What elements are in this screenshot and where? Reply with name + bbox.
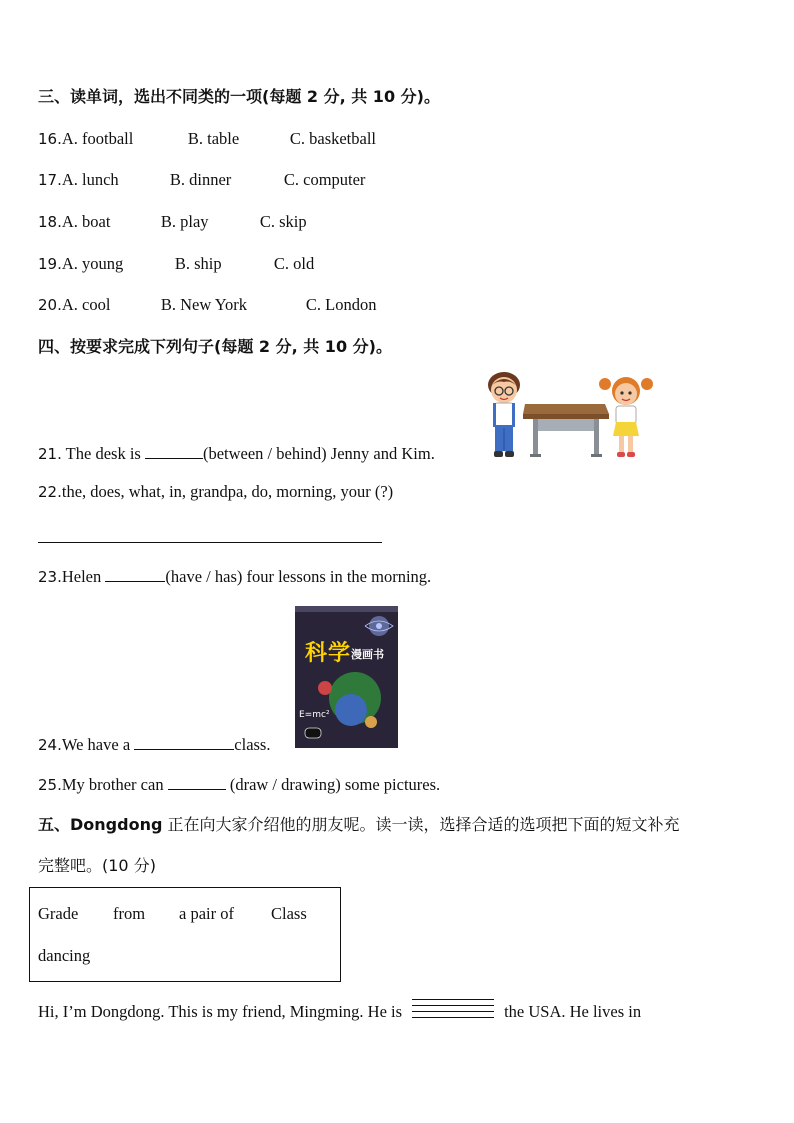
- question-16: [38, 128, 376, 150]
- question-number: 16.: [38, 130, 62, 148]
- book-title-sub: 漫画书: [351, 648, 384, 661]
- question-22: [38, 481, 393, 503]
- question-25: [38, 773, 440, 796]
- book-formula: E=mc²: [299, 710, 330, 720]
- question-23: [38, 565, 431, 588]
- passage-line-1: [38, 999, 641, 1023]
- word-option: dancing: [38, 946, 91, 965]
- option-b: B. dinner: [169, 170, 232, 189]
- science-comic-book-image: [295, 606, 398, 748]
- passage-text: Hi, I’m Dongdong. This is my friend, Mingming. He is: [38, 1002, 403, 1021]
- question-18: [38, 211, 307, 233]
- word-bank: [29, 887, 341, 982]
- answer-blank[interactable]: [134, 733, 234, 750]
- option-c: C. London: [305, 295, 377, 314]
- word-option: Grade: [38, 904, 79, 923]
- option-a: A. football: [61, 129, 134, 148]
- option-b: B. table: [187, 129, 240, 148]
- option-a: A. young: [61, 254, 124, 273]
- answer-blank[interactable]: [168, 773, 226, 790]
- desk-figure: [523, 404, 609, 457]
- question-21: [38, 442, 435, 465]
- scrambled-words: the, does, what, in, grandpa, do, morning, your (?): [61, 482, 394, 501]
- question-number: 20.: [38, 296, 62, 314]
- option-a: A. cool: [61, 295, 111, 314]
- sentence-start: We have a: [61, 735, 135, 754]
- sentence-start: Helen: [61, 567, 106, 586]
- sentence-end: (draw / drawing) some pictures.: [225, 775, 441, 794]
- word-option: a pair of: [179, 904, 234, 923]
- question-number: 18.: [38, 213, 62, 231]
- word-option: from: [113, 904, 146, 923]
- question-number: 24.: [38, 736, 62, 754]
- question-number: 22.: [38, 483, 62, 501]
- section4-heading: 四、按要求完成下列句子(每题 2 分, 共 10 分)。: [38, 337, 392, 356]
- word-option: Class: [271, 904, 307, 923]
- option-c: C. skip: [259, 212, 307, 231]
- passage-text-continued: the USA. He lives in: [504, 1002, 642, 1021]
- sentence-end: class.: [234, 735, 271, 754]
- section3-heading: 三、读单词，选出不同类的一项(每题 2 分, 共 10 分)。: [38, 87, 440, 106]
- answer-blank[interactable]: [145, 442, 203, 459]
- option-c: C. basketball: [289, 129, 377, 148]
- sentence-end: (have / has) four lessons in the morning.: [165, 567, 432, 586]
- question-number: 17.: [38, 171, 62, 189]
- option-a: A. boat: [61, 212, 111, 231]
- answer-line[interactable]: [38, 542, 382, 543]
- sentence-start: The desk is: [61, 444, 145, 463]
- answer-blank[interactable]: [412, 999, 494, 1019]
- question-number: 23.: [38, 568, 62, 586]
- section5-heading-line2: 完整吧。(10 分): [38, 856, 156, 875]
- book-title-main: 科学: [305, 641, 352, 666]
- section5-heading: [38, 814, 680, 836]
- question-20: [38, 294, 376, 316]
- sentence-start: My brother can: [61, 775, 168, 794]
- option-b: B. New York: [160, 295, 248, 314]
- question-19: [38, 253, 314, 275]
- option-b: B. play: [160, 212, 209, 231]
- sentence-end: (between / behind) Jenny and Kim.: [202, 444, 435, 463]
- answer-blank[interactable]: [105, 565, 165, 582]
- boy-figure: [488, 372, 520, 457]
- option-a: A. lunch: [61, 170, 119, 189]
- children-desk-illustration: [483, 370, 653, 462]
- section5-heading-bold: 五、Dongdong: [38, 815, 163, 834]
- question-number: 21.: [38, 445, 62, 463]
- question-17: [38, 169, 365, 191]
- question-number: 19.: [38, 255, 62, 273]
- option-c: C. computer: [283, 170, 366, 189]
- question-number: 25.: [38, 776, 62, 794]
- option-b: B. ship: [174, 254, 222, 273]
- question-24: [38, 733, 270, 756]
- option-c: C. old: [273, 254, 315, 273]
- section5-heading-text: 正在向大家介绍他的朋友呢。读一读，选择合适的选项把下面的短文补充: [162, 815, 680, 834]
